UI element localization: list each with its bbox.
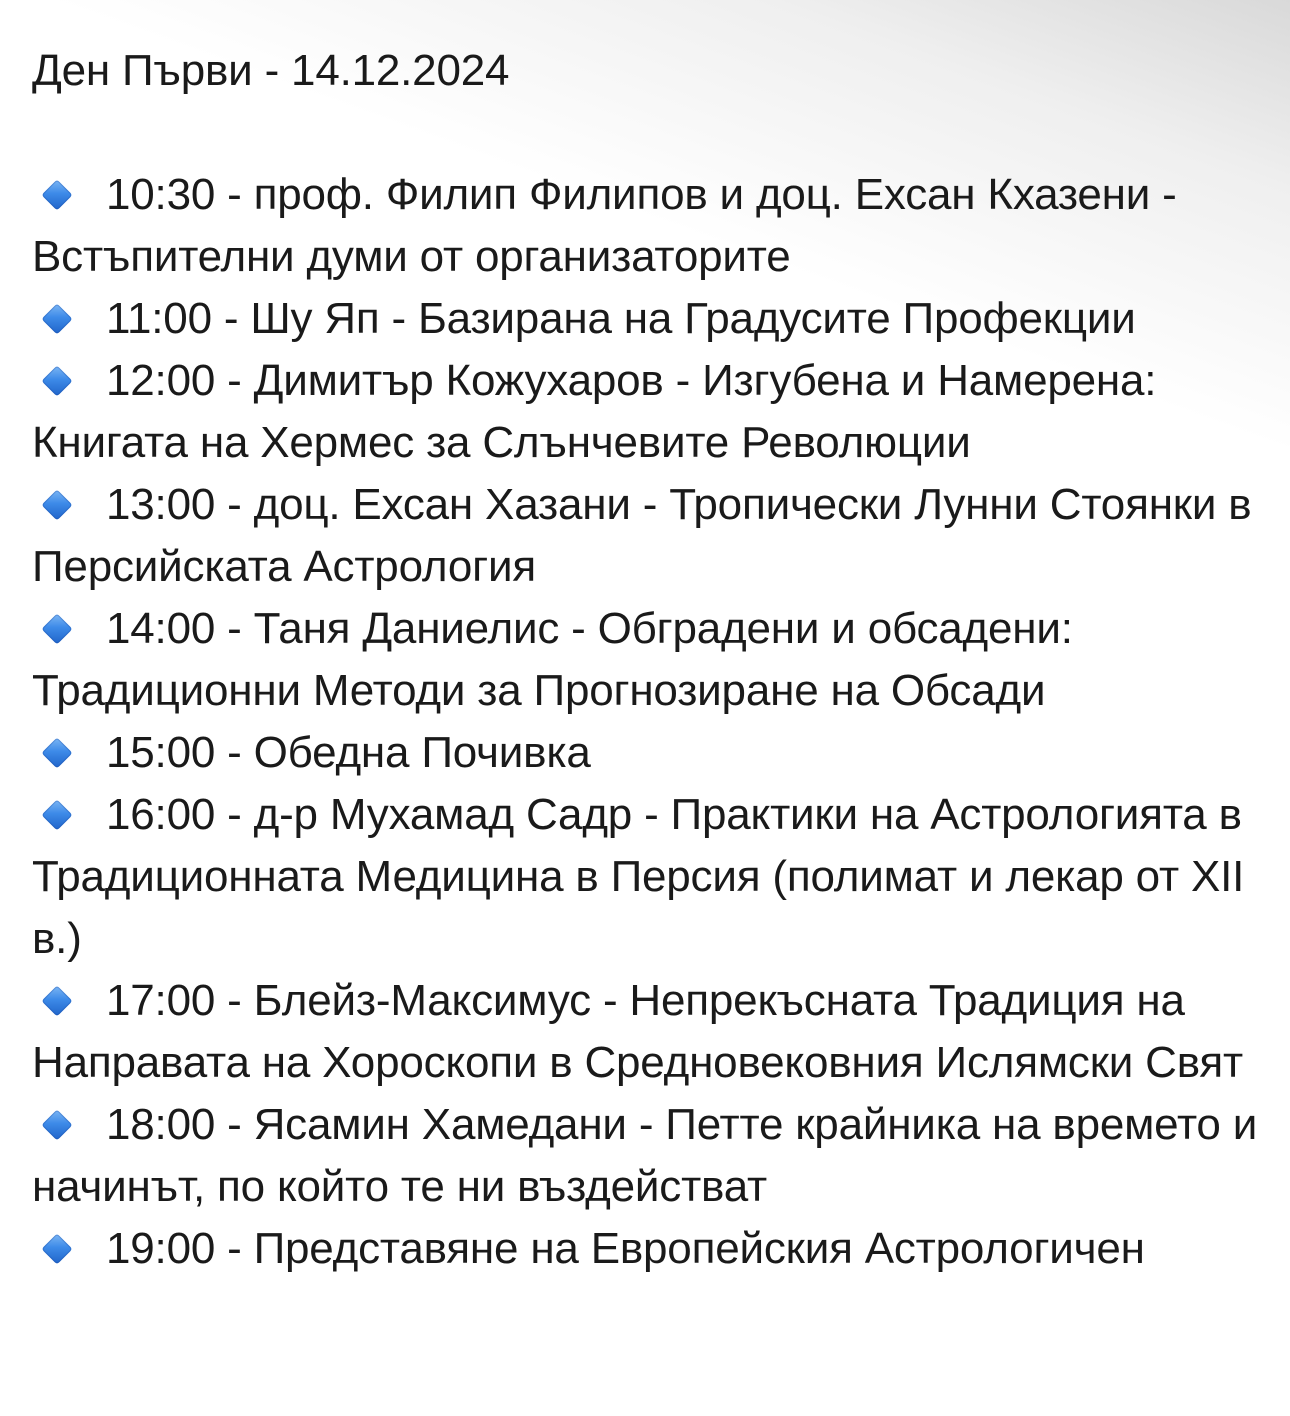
schedule-entry bbox=[32, 350, 1272, 474]
blue-diamond-icon bbox=[41, 1110, 72, 1141]
blue-diamond-icon bbox=[41, 738, 72, 769]
schedule-entry-text: 14:00 - Таня Даниелис - Обградени и обсадени: Традиционни Методи за Прогнозиране на Обсади bbox=[32, 604, 1073, 715]
schedule-entry-text: 12:00 - Димитър Кожухаров - Изгубена и Намерена: Книгата на Хермес за Слънчевите Революции bbox=[32, 356, 1157, 467]
schedule-entry-text: 15:00 - Обедна Почивка bbox=[106, 728, 591, 777]
schedule-entry bbox=[32, 1094, 1272, 1218]
schedule-entry bbox=[32, 722, 1272, 784]
schedule-entry bbox=[32, 1218, 1272, 1280]
blue-diamond-icon bbox=[41, 490, 72, 521]
message-body bbox=[32, 40, 1272, 1280]
schedule-entry-text: 16:00 - д-р Мухамад Садр - Практики на Астрологията в Традиционната Медицина в Персия (полимат и лекар от XII в.) bbox=[32, 790, 1245, 963]
schedule-entry-text: 18:00 - Ясамин Хамедани - Петте крайника на времето и начинът, по който те ни въздействат bbox=[32, 1100, 1258, 1211]
blue-diamond-icon bbox=[41, 304, 72, 335]
blue-diamond-icon bbox=[41, 366, 72, 397]
schedule-entry bbox=[32, 598, 1272, 722]
blue-diamond-icon bbox=[41, 1234, 72, 1265]
schedule-entry bbox=[32, 970, 1272, 1094]
blue-diamond-icon bbox=[41, 614, 72, 645]
schedule-entry bbox=[32, 474, 1272, 598]
schedule-entry-text: 10:30 - проф. Филип Филипов и доц. Ехсан Кхазени - Встъпителни думи от организаторите bbox=[32, 170, 1177, 281]
blue-diamond-icon bbox=[41, 986, 72, 1017]
schedule-entry-text: 11:00 - Шу Яп - Базирана на Градусите Профекции bbox=[106, 294, 1136, 343]
schedule-entry bbox=[32, 164, 1272, 288]
schedule-entry bbox=[32, 288, 1272, 350]
schedule-entry bbox=[32, 784, 1272, 970]
schedule-entry-text: 17:00 - Блейз-Максимус - Непрекъсната Традиция на Направата на Хороскопи в Средновековния Ислямски Свят bbox=[32, 976, 1243, 1087]
schedule-entry-text: 19:00 - Представяне на Европейския Астрологичен bbox=[106, 1224, 1145, 1273]
blue-diamond-icon bbox=[41, 180, 72, 211]
day-heading: Ден Първи - 14.12.2024 bbox=[32, 46, 510, 95]
blank-line bbox=[32, 102, 1272, 164]
schedule-entry-text: 13:00 - доц. Ехсан Хазани - Тропически Лунни Стоянки в Персийската Астрология bbox=[32, 480, 1252, 591]
blue-diamond-icon bbox=[41, 800, 72, 831]
